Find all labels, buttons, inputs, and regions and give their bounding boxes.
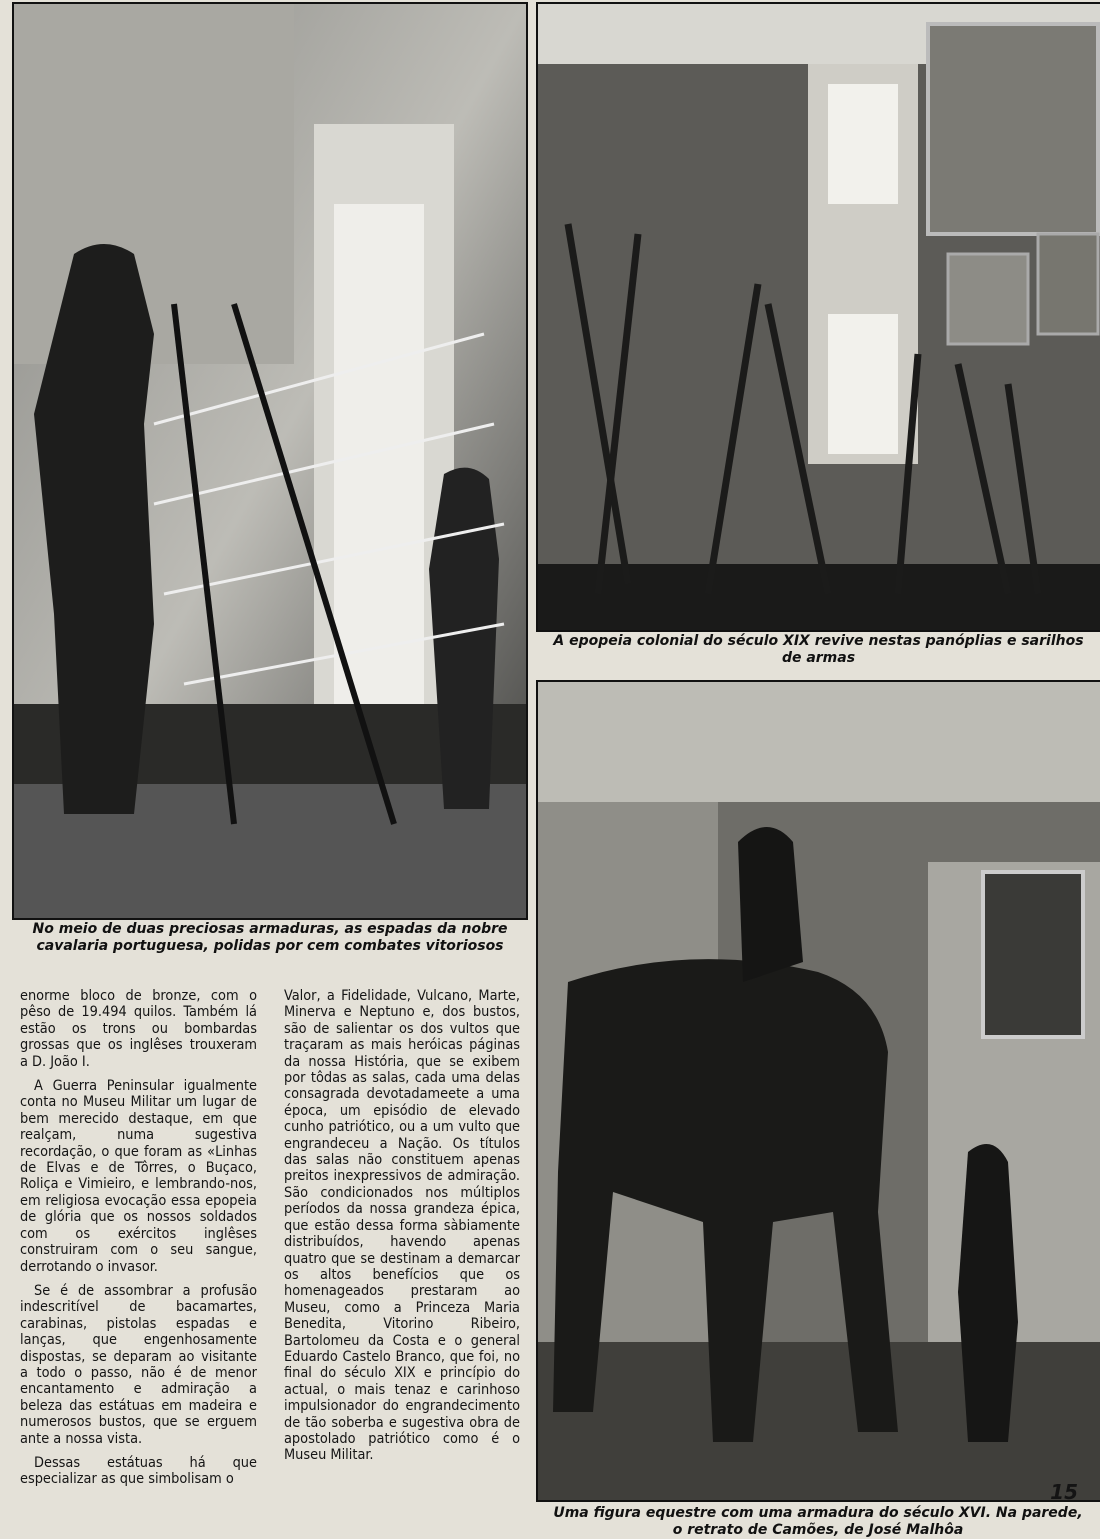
article-col1-paragraph: A Guerra Peninsular igualmente conta no Museu Militar um lugar de bem merecido destaque, em que realçam, numa sugestiva recordação, o que foram as «Linhas de Elvas e de Tôrres, o Buçaco, Roliça e Vimieiro, e lembrando-nos, em religiosa evocação essa epopeia de glória que os nossos soldados com os exércitos inglêses construiram com o seu sangue, derrotando o invasor. xyxy=(20,1078,257,1275)
article-col2-paragraph: Valor, a Fidelidade, Vulcano, Marte, Minerva e Neptuno e, dos bustos, são de salientar os dos vultos que traçaram as mais heróicas páginas da nossa História, que se exibem por tôdas as salas, cada uma delas consagrada devotadameete a uma época, um episódio de elevado cunho patriótico, ou a um vulto que engrandeceu a Nação. Os títulos das salas não constituem apenas preitos inexpressivos de admiração. São condicionados nos múltiplos períodos da nossa grandeza épica, que estão dessa forma sàbiamente distribuídos, havendo apenas quatro que se destinam a demarcar os altos benefícios que os homenageados prestaram ao Museu, como a Princeza Maria Benedita, Vitorino Ribeiro, Bartolomeu da Costa e o general Eduardo Castelo Branco, que foi, no final do século XIX e princípio do actual, o mais tenaz e carinhoso impulsionador do engrandecimento de tão soberba e sugestiva obra de apostolado patriótico como é o Museu Militar. xyxy=(284,988,520,1464)
photo-armor-swords xyxy=(12,2,528,920)
photo-colonial-weapons xyxy=(536,2,1100,632)
photo-armor-swords-art xyxy=(14,4,526,918)
article-column-1 xyxy=(20,988,257,1496)
article-col1-paragraph: Dessas estátuas há que especializar as que simbolisam o xyxy=(20,1454,257,1488)
photo-equestrian xyxy=(536,680,1100,1502)
article-col1-paragraph: Se é de assombrar a profusão indescritível de bacamartes, carabinas, pistolas espadas e lanças, que engenhosamente dispostas, se deparam ao visitante a todo o passo, não é de menor encantamento e admiração a beleza das estátuas em madeira e numerosos bustos, que se erguem ante a nossa vista. xyxy=(20,1282,257,1447)
photo-equestrian-art xyxy=(538,682,1100,1500)
caption-armor-swords: No meio de duas preciosas armaduras, as espadas da nobre cavalaria portuguesa, polidas por cem combates vitoriosos xyxy=(32,921,508,954)
caption-colonial-weapons: A epopeia colonial do século XIX revive nestas panóplias e sarilhos de armas xyxy=(553,633,1084,666)
article-col1-paragraph: enorme bloco de bronze, com o pêso de 19.494 quilos. Também lá estão os trons ou bombardas grossas que os inglêses trouxeram a D. João I. xyxy=(20,988,257,1070)
photo-colonial-weapons-art xyxy=(538,4,1100,630)
caption-equestrian: Uma figura equestre com uma armadura do século XVI. Na parede, o retrato de Camões, de José Malhôa xyxy=(553,1505,1083,1538)
article-column-2 xyxy=(284,988,520,1472)
page-number: 15 xyxy=(1050,1480,1078,1504)
